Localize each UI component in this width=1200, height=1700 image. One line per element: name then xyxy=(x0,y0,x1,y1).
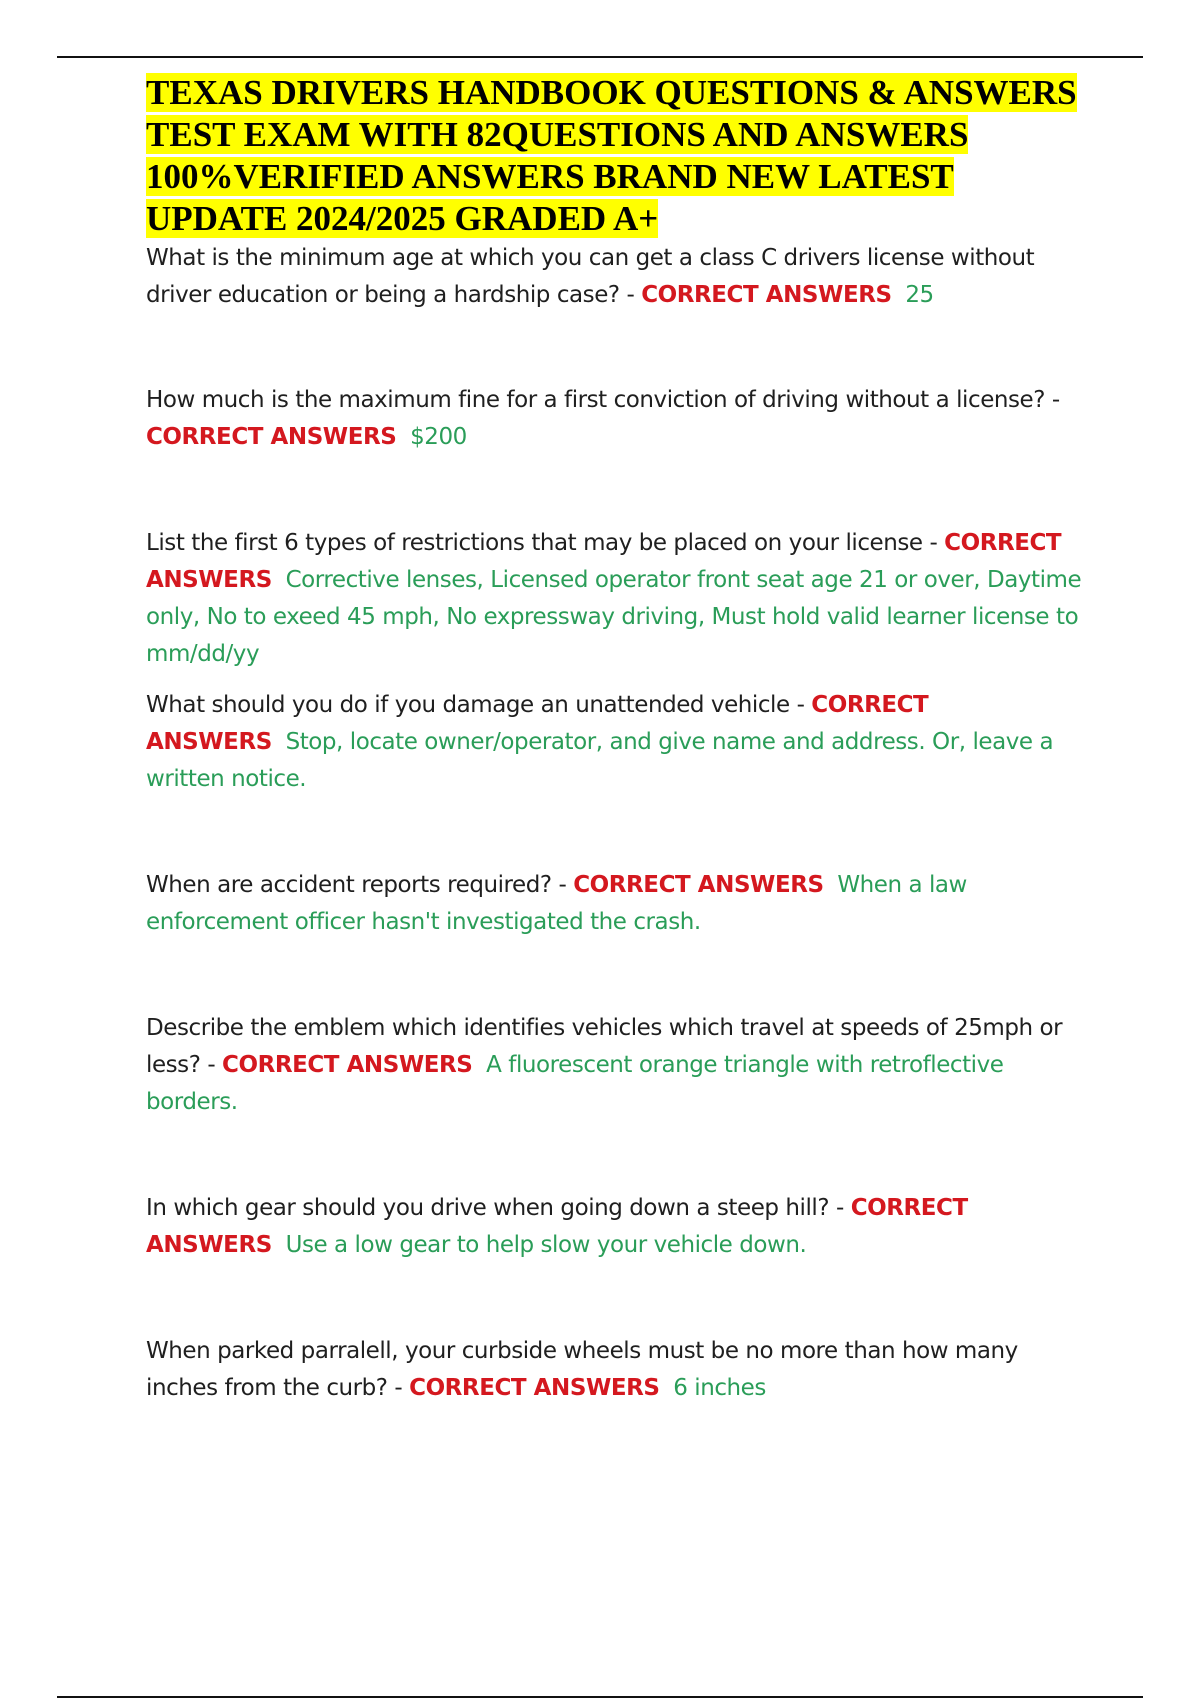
qa-item-6 xyxy=(146,1010,1086,1121)
answer-text: Corrective lenses, Licensed operator front seat age 21 or over, Daytime only, No to exeed 45 mph, No expressway driving, Must hold valid learner license to mm/dd/yy xyxy=(146,567,1082,667)
qa-item-1 xyxy=(146,240,1086,314)
top-rule xyxy=(57,56,1143,58)
separator: - xyxy=(829,1195,851,1221)
question-text: List the first 6 types of restrictions that may be placed on your license xyxy=(146,530,923,556)
title-highlight: TEXAS DRIVERS HANDBOOK QUESTIONS & ANSWERS TEST EXAM WITH 82QUESTIONS AND ANSWERS 100%VERIFIED ANSWERS BRAND NEW LATEST UPDATE 2024/2025 GRADED A+ xyxy=(146,73,1077,238)
correct-answers-label: CORRECT ANSWERS xyxy=(146,692,929,755)
qa-item-3 xyxy=(146,525,1086,673)
qa-item-4 xyxy=(146,687,1086,798)
correct-answers-label: CORRECT ANSWERS xyxy=(146,424,397,450)
answer-text: A fluorescent orange triangle with retroflective borders. xyxy=(146,1052,1004,1115)
question-text: When parked parralell, your curbside wheels must be no more than how many inches from the curb? xyxy=(146,1338,1018,1401)
correct-answers-label: CORRECT ANSWERS xyxy=(573,872,824,898)
question-text: In which gear should you drive when going down a steep hill? xyxy=(146,1195,830,1221)
correct-answers-label: CORRECT ANSWERS xyxy=(146,1195,968,1258)
correct-answers-label: CORRECT ANSWERS xyxy=(222,1052,473,1078)
correct-answers-label: CORRECT ANSWERS xyxy=(409,1375,660,1401)
correct-answers-label: CORRECT ANSWERS xyxy=(146,530,1062,593)
answer-text: 25 xyxy=(905,282,934,308)
answer-text: When a law enforcement officer hasn't investigated the crash. xyxy=(146,872,967,935)
question-text: What is the minimum age at which you can get a class C drivers license without driver education or being a hardship case? xyxy=(146,245,1035,308)
question-text: When are accident reports required? xyxy=(146,872,552,898)
separator: - xyxy=(387,1375,410,1401)
separator: - xyxy=(1045,387,1060,413)
document-title xyxy=(146,72,1086,240)
separator: - xyxy=(200,1052,223,1078)
answer-text: 6 inches xyxy=(673,1375,766,1401)
bottom-rule xyxy=(57,1696,1143,1698)
separator: - xyxy=(619,282,642,308)
qa-item-8 xyxy=(146,1333,1086,1407)
separator: - xyxy=(551,872,574,898)
qa-item-7 xyxy=(146,1190,1086,1264)
question-text: What should you do if you damage an unattended vehicle xyxy=(146,692,790,718)
question-text: How much is the maximum fine for a first conviction of driving without a license? xyxy=(146,387,1046,413)
answer-text: $200 xyxy=(410,424,467,450)
qa-item-2 xyxy=(146,382,1086,456)
separator: - xyxy=(789,692,812,718)
separator: - xyxy=(922,530,945,556)
answer-text: Use a low gear to help slow your vehicle down. xyxy=(285,1232,807,1258)
question-text: Describe the emblem which identifies vehicles which travel at speeds of 25mph or less? xyxy=(146,1015,1063,1078)
qa-item-5 xyxy=(146,867,1086,941)
answer-text: Stop, locate owner/operator, and give name and address. Or, leave a written notice. xyxy=(146,729,1054,792)
document-body xyxy=(146,72,1086,1407)
correct-answers-label: CORRECT ANSWERS xyxy=(641,282,892,308)
